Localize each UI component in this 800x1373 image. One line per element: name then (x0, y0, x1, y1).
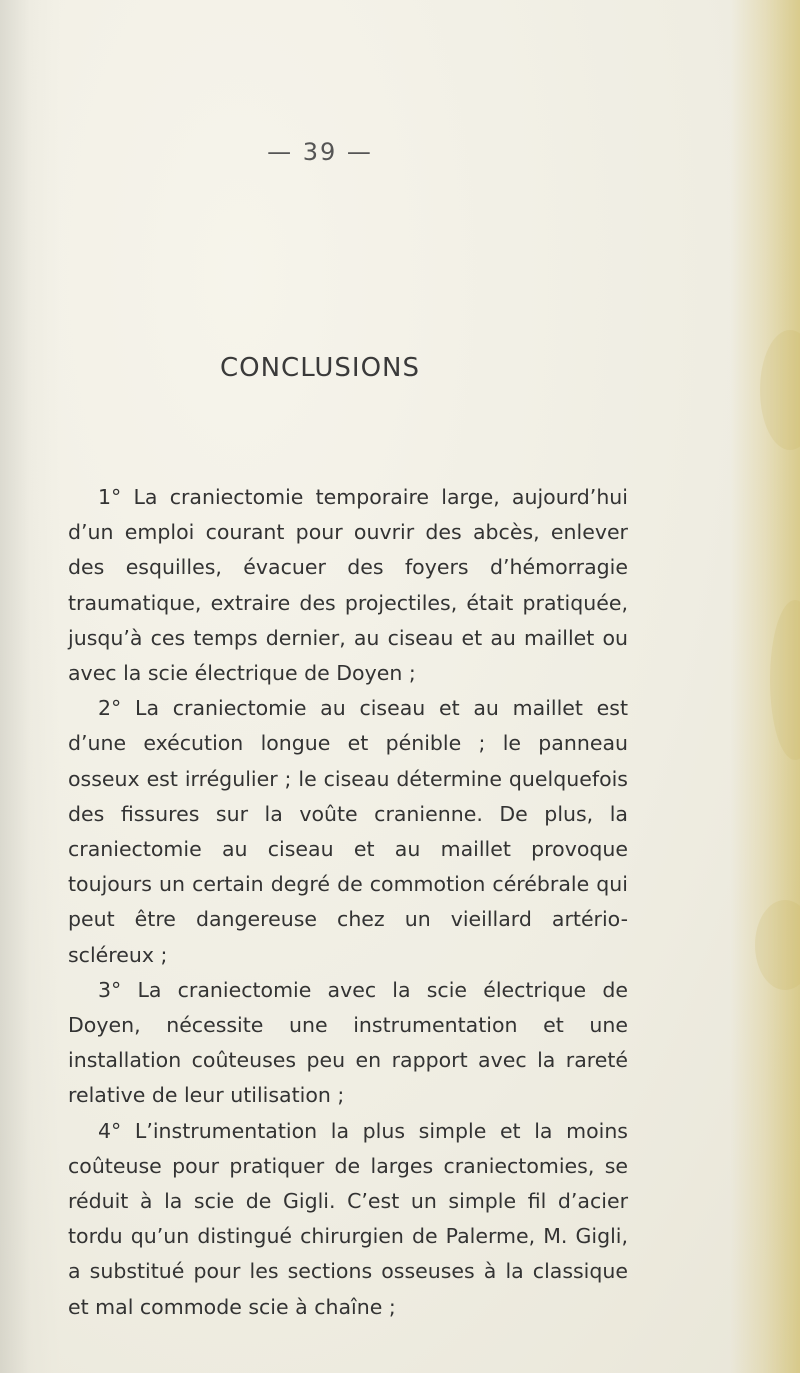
conclusion-paragraph-1: 1° La craniectomie temporaire large, aujourd’hui d’un emploi courant pour ouvrir des abcès, enlever des esquilles, évacuer des foyers d’hémorragie traumatique, extraire des projectiles, était pratiquée, jusqu’à ces temps dernier, au ciseau et au maillet ou avec la scie électrique de Doyen ; (68, 485, 628, 686)
paper-stain (760, 330, 800, 450)
conclusions-body (68, 480, 628, 1325)
paper-stain (755, 900, 800, 990)
conclusion-paragraph-2: 2° La craniectomie au ciseau et au maillet est d’une exécution longue et pénible ; le panneau osseux est irrégulier ; le ciseau détermine quelquefois des fissures sur la voûte cranienne. De plus, la craniectomie au ciseau et au maillet provoque toujours un certain degré de commotion cérébrale qui peut être dangereuse chez un vieillard artério-scléreux ; (68, 696, 628, 967)
conclusion-paragraph-3: 3° La craniectomie avec la scie électrique de Doyen, nécessite une instrumentation et une installation coûteuses peu en rapport avec la rareté relative de leur utilisation ; (68, 977, 628, 1108)
section-heading: CONCLUSIONS (219, 353, 421, 384)
conclusion-paragraph-4: 4° L’instrumentation la plus simple et la moins coûteuse pour pratiquer de larges craniectomies, se réduit à la scie de Gigli. C’est un simple fil d’acier tordu qu’un distingué chirurgien de Palerme, M. Gigli, a substitué pour les sections osseuses à la classique et mal commode scie à chaîne ; (68, 1118, 628, 1319)
paper-stain (770, 600, 800, 760)
page-number: — 39 — (267, 138, 373, 166)
